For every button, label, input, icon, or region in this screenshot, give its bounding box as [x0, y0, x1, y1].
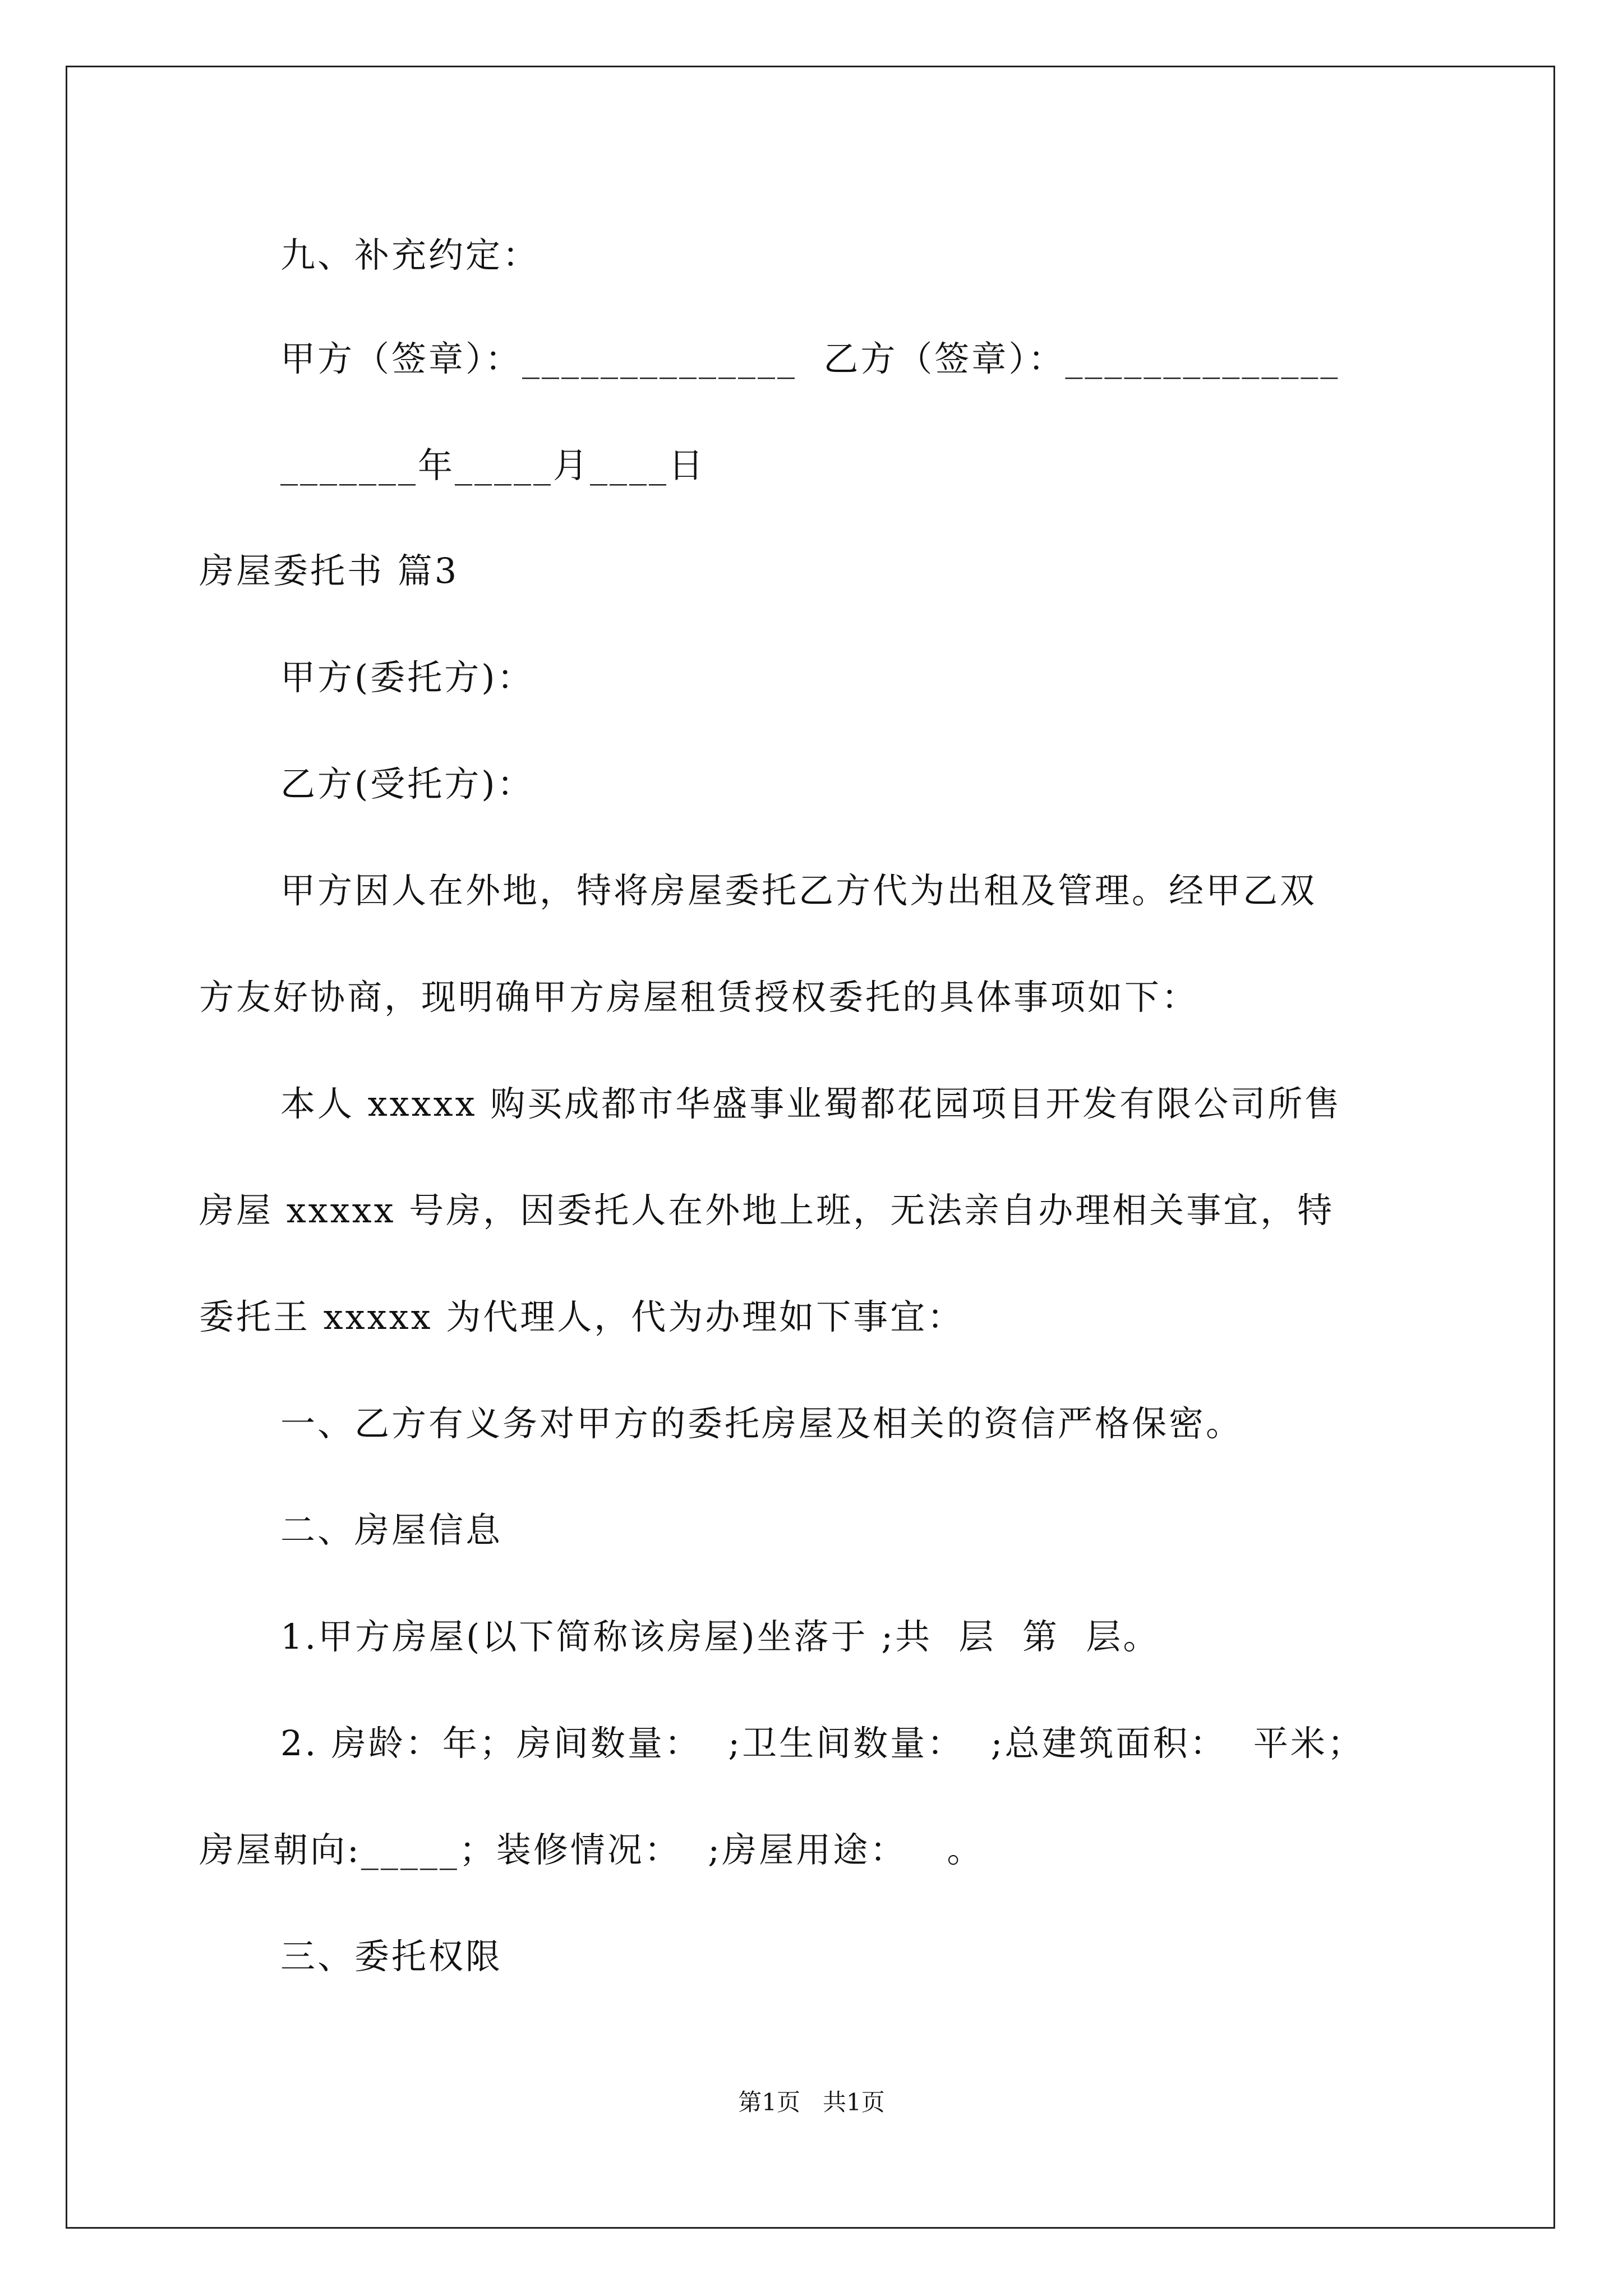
- clause-three-heading: 三、委托权限: [280, 1936, 503, 1977]
- party-a-line: 甲方(委托方)：: [280, 657, 534, 698]
- paragraph-line: 委托王 xxxxx 为代理人，代为办理如下事宜：: [199, 1296, 965, 1337]
- house-details-line: 2. 房龄：年；房间数量： ;卫生间数量： ;总建筑面积： 平米；: [280, 1723, 1364, 1764]
- house-details-line: 房屋朝向:_____；装修情况： ;房屋用途： 。: [199, 1829, 984, 1870]
- paragraph-line: 甲方因人在外地，特将房屋委托乙方代为出租及管理。经甲乙双: [280, 870, 1317, 911]
- page-border: [66, 66, 1555, 2229]
- clause-two-heading: 二、房屋信息: [280, 1510, 503, 1550]
- date-line: _______年_____月____日: [280, 445, 706, 486]
- party-b-line: 乙方(受托方)：: [280, 763, 534, 804]
- page-number: 第1页 共1页: [738, 2088, 885, 2116]
- house-location-line: 1.甲方房屋(以下简称该房屋)坐落于 ;共 层 第 层。: [280, 1616, 1160, 1657]
- paragraph-line: 房屋 xxxxx 号房，因委托人在外地上班，无法亲自办理相关事宜，特: [199, 1190, 1335, 1231]
- clause-one: 一、乙方有义务对甲方的委托房屋及相关的资信严格保密。: [280, 1403, 1243, 1444]
- signature-line: 甲方（签章）：______________ 乙方（签章）：______________: [280, 338, 1340, 379]
- paragraph-line: 方友好协商，现明确甲方房屋租赁授权委托的具体事项如下：: [199, 977, 1199, 1018]
- supplementary-agreement-heading: 九、补充约定：: [280, 234, 540, 275]
- paragraph-line: 本人 xxxxx 购买成都市华盛事业蜀都花园项目开发有限公司所售: [280, 1083, 1342, 1124]
- section-title: 房屋委托书 篇3: [199, 550, 459, 591]
